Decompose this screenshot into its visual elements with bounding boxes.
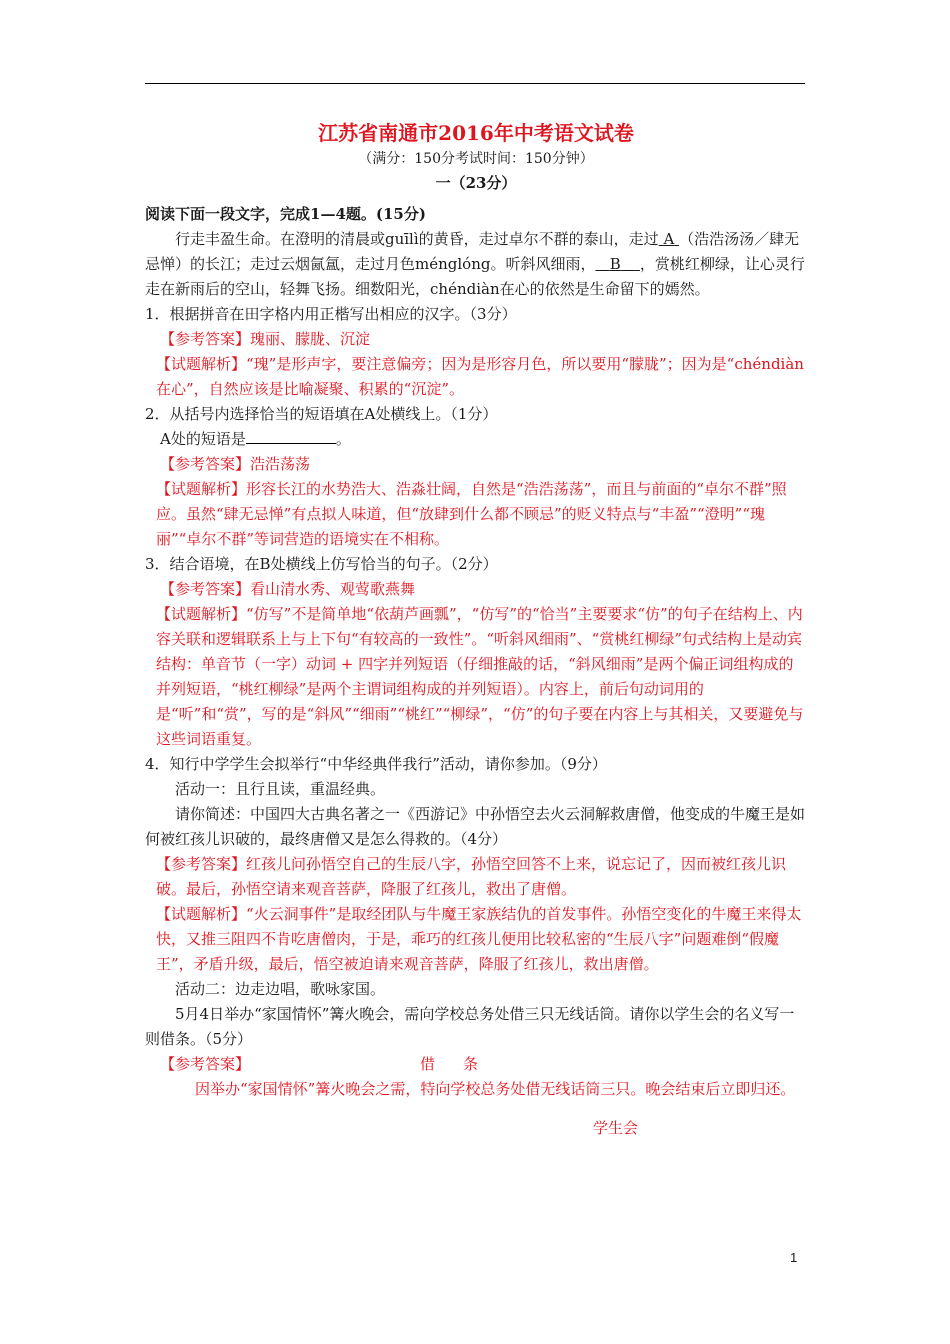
reading-instruction: 阅读下面一段文字，完成1—4题。(15分) — [145, 205, 426, 223]
reading-passage: 行走丰盈生命。在澄明的清晨或guīlì的黄昏，走过卓尔不群的泰山，走过 A （浩浩汤汤／肆无忌惮）的长江；走过云烟氤氲，走过月色ménglóng。听斜风细雨， B ，赏桃红柳绿，让心灵行走在新雨后的空山，轻舞飞扬。细数阳光，chéndiàn在心的依然是生命留下的嫣然。 — [145, 230, 805, 298]
activity-1-analysis: 【试题解析】“火云洞事件”是取经团队与牛魔王家族结仇的首发事件。孙悟空变化的牛魔王来得太快，又推三阻四不肯吃唐僧肉，于是，乖巧的红孩儿便用比较私密的“生辰八字”问题难倒“假魔王”，矛盾升级，最后，悟空被迫请来观音菩萨，降服了红孩儿，救出唐僧。 — [156, 905, 802, 973]
activity-2-title: 活动二：边走边唱，歌咏家国。 — [175, 980, 386, 998]
q2-fill: A处的短语是 。 — [160, 430, 351, 448]
q2-blank-line — [246, 428, 336, 444]
q2-answer: 【参考答案】浩浩荡荡 — [160, 455, 311, 473]
loan-note-signature: 学生会 — [593, 1119, 639, 1137]
page-number: 1 — [790, 1250, 798, 1265]
document-body — [145, 100, 807, 1141]
question-4: 4．知行中学学生会拟举行“中华经典伴我行”活动，请你参加。（9分） — [145, 755, 607, 773]
header-rule — [145, 83, 805, 84]
q1-analysis: 【试题解析】“瑰”是形声字，要注意偏旁；因为是形容月色，所以要用“朦胧”；因为是“chéndiàn在心”，自然应该是比喻凝聚、积累的“沉淀”。 — [156, 355, 804, 398]
q3-analysis: 【试题解析】“仿写”不是简单地“依葫芦画瓢”，“仿写”的“恰当”主要要求“仿”的句子在结构上、内容关联和逻辑联系上与上下句“有较高的一致性”。“听斜风细雨”、“赏桃红柳绿”句式结构上是动宾结构：单音节（一字）动词 + 四字并列短语（仔细推敲的话，“斜风细雨”是两个偏正词组构成的并列短语，“桃红柳绿”是两个主谓词组构成的并列短语）。内容上，前后句动词用的是“听”和“赏”，写的是“斜风”“细雨”“桃红”“柳绿”，“仿”的句子要在内容上与其相关，又要避免与这些词语重复。 — [156, 605, 804, 748]
activity-2-answer: 【参考答案】 借条 — [145, 1052, 807, 1077]
q3-answer: 【参考答案】看山清水秀、观莺歌燕舞 — [160, 580, 416, 598]
q1-answer: 【参考答案】瑰丽、朦胧、沉淀 — [160, 330, 371, 348]
blank-b: B — [609, 255, 621, 273]
q2-analysis: 【试题解析】形容长江的水势浩大、浩淼壮阔，自然是“浩浩荡荡”，而且与前面的“卓尔不群”照应。虽然“肆无忌惮”有点拟人味道，但“放肆到什么都不顾忌”的贬义特点与“丰盈”“澄明”“瑰丽”“卓尔不群”等词营造的语境实在不相称。 — [156, 480, 787, 548]
activity-2-prompt: 5月4日举办“家国情怀”篝火晚会，需向学校总务处借三只无线话筒。请你以学生会的名义写一则借条。（5分） — [145, 1005, 795, 1048]
question-3: 3．结合语境，在B处横线上仿写恰当的句子。（2分） — [145, 555, 498, 573]
activity-1-prompt: 请你简述：中国四大古典名著之一《西游记》中孙悟空去火云洞解救唐僧，他变成的牛魔王是如何被红孩儿识破的，最终唐僧又是怎么得救的。（4分） — [145, 805, 806, 848]
loan-note-body: 因举办“家国情怀”篝火晚会之需，特向学校总务处借无线话筒三只。晚会结束后立即归还。 — [195, 1080, 796, 1098]
loan-note-title: 借条 — [420, 1055, 507, 1073]
question-2: 2．从括号内选择恰当的短语填在A处横线上。（1分） — [145, 405, 498, 423]
activity-1-title: 活动一：且行且读，重温经典。 — [175, 780, 386, 798]
question-1: 1．根据拼音在田字格内用正楷写出相应的汉字。（3分） — [145, 305, 517, 323]
section-heading: 一（23分） — [435, 174, 517, 192]
activity-1-answer: 【参考答案】红孩儿问孙悟空自己的生辰八字，孙悟空回答不上来，说忘记了，因而被红孩儿识破。最后，孙悟空请来观音菩萨，降服了红孩儿，救出了唐僧。 — [156, 855, 787, 898]
page-title: 江苏省南通市2016年中考语文试卷 — [318, 121, 634, 145]
exam-info: （满分：150分考试时间：150分钟） — [358, 151, 594, 167]
blank-a: A — [663, 230, 675, 248]
